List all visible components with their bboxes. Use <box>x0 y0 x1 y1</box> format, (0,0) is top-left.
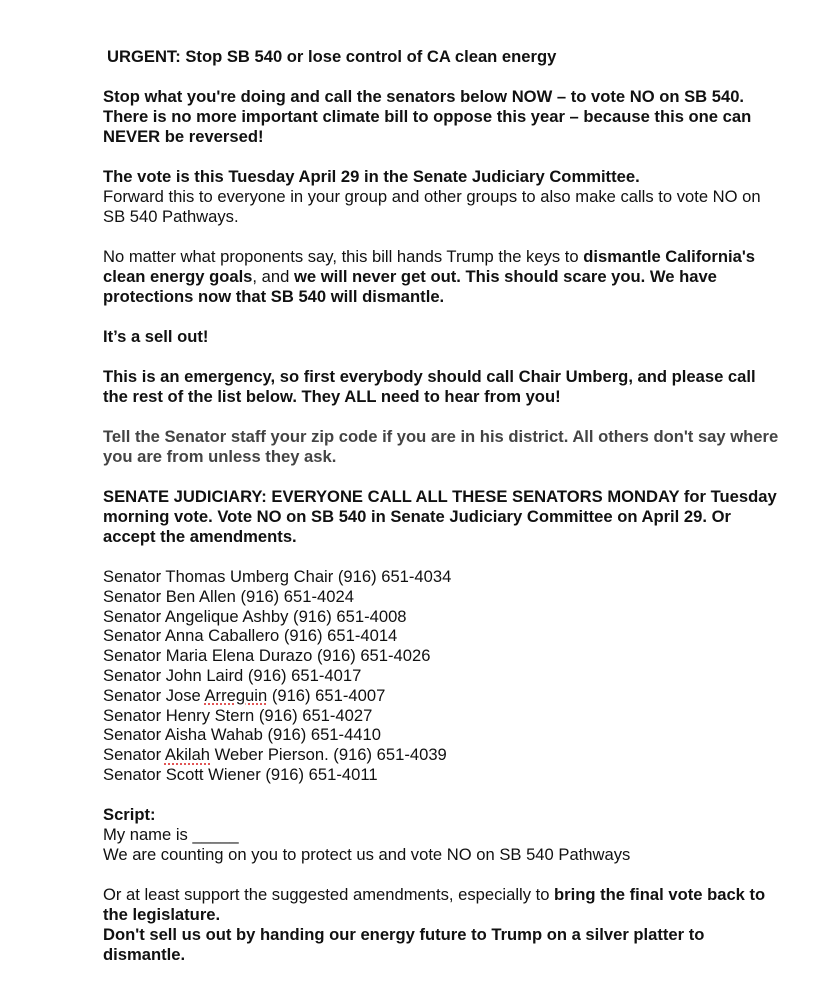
script-section <box>103 805 783 865</box>
senator-list-item <box>103 646 783 666</box>
amendments-paragraph <box>103 885 783 925</box>
senator-text: Senator Thomas Umberg Chair (916) 651-4034 <box>103 567 452 586</box>
senator-list-item <box>103 626 783 646</box>
forward-instruction: Forward this to everyone in your group and other groups to also make calls to vote NO on SB 540 Pathways. <box>103 187 761 226</box>
senator-list-item <box>103 607 783 627</box>
senator-text: Senator Jose <box>103 685 205 705</box>
senator-text: Senator John Laird (916) 651-4017 <box>103 665 362 685</box>
warning-bold-2: we will never get out. This should scare you. We have protections now that SB 540 will dismantle. <box>103 267 717 306</box>
senator-list-item <box>103 765 783 785</box>
senator-text: Senator Ben Allen (916) 651-4024 <box>103 586 354 606</box>
document <box>103 47 783 965</box>
senator-list-item <box>103 706 783 726</box>
senate-judiciary-paragraph: SENATE JUDICIARY: EVERYONE CALL ALL THESE SENATORS MONDAY for Tuesday morning vote. Vote NO on SB 540 in Senate Judiciary Committee on April 29. Or accept the amendments. <box>103 487 777 546</box>
document-title: URGENT: Stop SB 540 or lose control of CA clean energy <box>107 47 557 66</box>
vote-date-paragraph <box>103 167 783 227</box>
vote-date: The vote is this Tuesday April 29 in the Senate Judiciary Committee. <box>103 167 640 186</box>
amendments-text: Or at least support the suggested amendments, especially to <box>103 884 555 904</box>
script-line: We are counting on you to protect us and vote NO on SB 540 Pathways <box>103 844 631 864</box>
script-line: My name is _____ <box>103 824 239 844</box>
closing-plea: Don't sell us out by handing our energy future to Trump on a silver platter to dismantle. <box>103 924 705 964</box>
amendments-bold: bring the final vote back to the legislature. <box>103 884 766 924</box>
senator-list-item <box>103 587 783 607</box>
senator-list-item <box>103 666 783 686</box>
senator-text: Senator Henry Stern (916) 651-4027 <box>103 705 373 725</box>
misspelled-word: Akilah <box>164 745 211 765</box>
sell-out-line: It’s a sell out! <box>103 327 209 346</box>
emergency-paragraph: This is an emergency, so first everybody should call Chair Umberg, and please call the rest of the list below. They ALL need to hear from you! <box>103 367 756 406</box>
zip-code-paragraph: Tell the Senator staff your zip code if you are in his district. All others don't say where you are from unless they ask. <box>103 427 779 466</box>
senator-list-item <box>103 725 783 745</box>
senator-list-item <box>103 567 783 587</box>
senator-text: Senator Aisha Wahab (916) 651-4410 <box>103 725 381 745</box>
senator-text: (916) 651-4007 <box>267 685 386 705</box>
warning-text-2: , and <box>252 267 294 286</box>
senator-list <box>103 567 783 785</box>
senator-text: Senator Angelique Ashby (916) 651-4008 <box>103 606 407 626</box>
senator-list-item <box>103 686 783 706</box>
misspelled-word: Arreguin <box>204 685 268 705</box>
warning-bold-1: dismantle California's clean energy goals <box>103 247 756 286</box>
senator-text: Senator Maria Elena Durazo (916) 651-4026 <box>103 646 431 666</box>
script-label: Script: <box>103 804 156 824</box>
senator-text: Weber Pierson. (916) 651-4039 <box>210 745 447 765</box>
warning-paragraph <box>103 247 783 307</box>
senator-text: Senator Scott Wiener (916) 651-4011 <box>103 764 378 784</box>
senator-text: Senator Anna Caballero (916) 651-4014 <box>103 626 398 646</box>
closing-section <box>103 885 783 965</box>
urgent-call-paragraph: Stop what you're doing and call the senators below NOW – to vote NO on SB 540. There is no more important climate bill to oppose this year – because this one can NEVER be reversed! <box>103 87 752 146</box>
warning-text: No matter what proponents say, this bill hands Trump the keys to <box>103 247 584 266</box>
senator-text: Senator <box>103 745 165 765</box>
senator-list-item <box>103 745 783 765</box>
